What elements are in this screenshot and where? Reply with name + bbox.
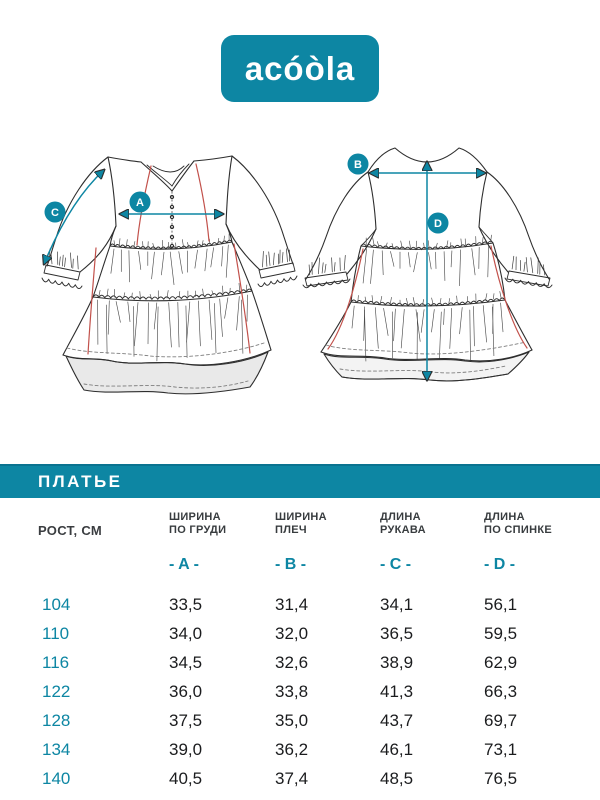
back-tier1-folds — [363, 246, 489, 286]
front-hem-underlayer — [66, 352, 268, 394]
value-cell: 36,0 — [169, 681, 203, 701]
value-cell: 32,6 — [275, 652, 309, 672]
back-side-seam-right — [491, 246, 527, 348]
back-left-cuff — [305, 272, 348, 286]
value-cell: 66,3 — [484, 681, 518, 701]
front-neckline-left — [141, 162, 172, 191]
value-cell: 59,5 — [484, 623, 518, 643]
front-left-sleeve-inner — [80, 226, 116, 272]
table-row — [38, 735, 586, 764]
front-left-cuff — [44, 265, 80, 280]
back-right-armhole — [479, 172, 487, 227]
back-left-cuff-gathers — [309, 255, 345, 275]
value-cell: 39,0 — [169, 739, 203, 759]
size-table-header — [38, 511, 586, 537]
back-skirt-fold-lines — [365, 307, 494, 361]
value-cell: 46,1 — [380, 739, 414, 759]
value-cell: 35,0 — [275, 710, 309, 730]
value-cell: 37,5 — [169, 710, 203, 730]
column-header: ШИРИНА ПЛЕЧ — [275, 511, 327, 536]
front-skirt2-right — [252, 291, 271, 350]
back-hem-stitch — [326, 342, 526, 354]
column-header: ДЛИНА РУКАВА — [380, 511, 426, 536]
dress-back-view — [303, 148, 552, 381]
back-skirt2-right — [505, 300, 532, 350]
letter-c: - C - — [380, 556, 412, 573]
value-cell: 37,4 — [275, 768, 309, 788]
front-tier2-folds — [98, 295, 248, 347]
value-cell: 32,0 — [275, 623, 309, 643]
table-row — [38, 764, 586, 793]
value-cell: 73,1 — [484, 739, 518, 759]
table-row — [38, 677, 586, 706]
back-skirt1-right — [493, 243, 505, 300]
button — [170, 205, 173, 208]
front-tier1-folds — [111, 245, 228, 285]
front-neck-facing-right — [172, 164, 189, 186]
value-cell: 36,5 — [380, 623, 414, 643]
table-title-bar — [0, 464, 600, 498]
size-cell: 110 — [42, 623, 70, 643]
front-tier2-seam — [93, 291, 252, 301]
size-cell: 116 — [42, 652, 70, 672]
value-cell: 69,7 — [484, 710, 518, 730]
measure-letter-row — [38, 556, 586, 574]
value-cell: 31,4 — [275, 594, 309, 614]
marker-b-letter: B — [354, 159, 362, 171]
value-cell: 38,9 — [380, 652, 414, 672]
front-right-sleeve-inner — [226, 224, 260, 270]
front-neckline-right — [172, 161, 194, 191]
front-back-neck-curve — [153, 166, 184, 172]
size-table-body — [38, 590, 586, 793]
marker-c-letter: C — [51, 207, 59, 219]
size-cell: 134 — [42, 739, 71, 759]
marker-a-letter: A — [136, 197, 144, 209]
table-row — [38, 590, 586, 619]
value-cell: 56,1 — [484, 594, 518, 614]
marker-d-letter: D — [434, 218, 442, 230]
button — [170, 235, 173, 238]
size-cell: 104 — [42, 594, 71, 614]
letter-b: - B - — [275, 556, 307, 573]
value-cell: 36,2 — [275, 739, 309, 759]
letter-d: - D - — [484, 556, 516, 573]
value-cell: 34,1 — [380, 594, 414, 614]
value-cell: 34,0 — [169, 623, 203, 643]
value-cell: 48,5 — [380, 768, 414, 788]
size-cell: 140 — [42, 768, 71, 788]
brand-logo — [221, 35, 379, 102]
value-cell: 34,5 — [169, 652, 203, 672]
back-left-armhole — [368, 172, 376, 229]
table-row — [38, 648, 586, 677]
table-row — [38, 619, 586, 648]
front-hem-stitch — [67, 343, 264, 357]
column-header: ДЛИНА ПО СПИНКЕ — [484, 511, 552, 536]
value-cell: 62,9 — [484, 652, 518, 672]
back-right-cuff — [507, 271, 550, 286]
table-row — [38, 706, 586, 735]
back-right-sleeve-inner — [479, 227, 508, 272]
dress-front-view — [42, 156, 297, 394]
table-title: ПЛАТЬЕ — [38, 472, 123, 491]
front-skirt-fold-lines — [106, 300, 243, 361]
garment-technical-drawing — [0, 140, 600, 400]
front-right-sleeve-outer — [232, 156, 293, 264]
value-cell: 33,5 — [169, 594, 203, 614]
front-left-shoulder — [108, 157, 141, 162]
brand-logo-text: acóòla — [244, 49, 356, 87]
size-cell: 128 — [42, 710, 71, 730]
front-right-cuff — [259, 263, 295, 278]
letter-a: - A - — [169, 556, 199, 573]
front-left-armhole — [108, 157, 116, 226]
value-cell: 33,8 — [275, 681, 309, 701]
front-right-armhole — [226, 156, 232, 224]
value-cell: 41,3 — [380, 681, 414, 701]
value-cell: 43,7 — [380, 710, 414, 730]
value-cell: 76,5 — [484, 768, 518, 788]
front-right-shoulder — [194, 156, 232, 161]
column-header: ШИРИНА ПО ГРУДИ — [169, 511, 227, 536]
size-cell: 122 — [42, 681, 71, 701]
front-princess-seam-right — [196, 164, 209, 241]
value-cell: 40,5 — [169, 768, 203, 788]
back-left-sleeve-outer — [306, 172, 368, 279]
row-header: РОСТ, СМ — [38, 523, 102, 538]
